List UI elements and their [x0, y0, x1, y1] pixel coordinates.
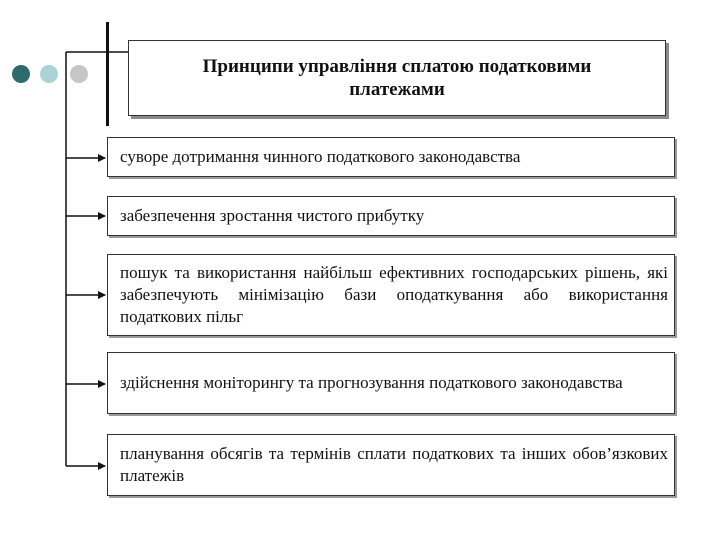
diagram-title-box — [128, 40, 666, 116]
principle-box-2 — [107, 196, 675, 236]
principle-box-1 — [107, 137, 675, 177]
principle-text-1: суворе дотримання чинного податкового законодавства — [120, 147, 521, 166]
principle-text-3: пошук та використання найбільш ефективних господарських рішень, які забезпечують мінімізацію бази оподаткування або використання податкових пільг — [120, 263, 668, 326]
principle-box-4 — [107, 352, 675, 414]
principle-box-3 — [107, 254, 675, 336]
diagram-title: Принципи управління сплатою податковими платежами — [202, 56, 592, 100]
principle-box-5 — [107, 434, 675, 496]
principle-text-5: планування обсягів та термінів сплати податкових та інших обов’язкових платежів — [120, 444, 668, 485]
principle-text-2: забезпечення зростання чистого прибутку — [120, 206, 425, 225]
principle-text-4: здійснення моніторингу та прогнозування податкового законодавства — [120, 373, 623, 392]
